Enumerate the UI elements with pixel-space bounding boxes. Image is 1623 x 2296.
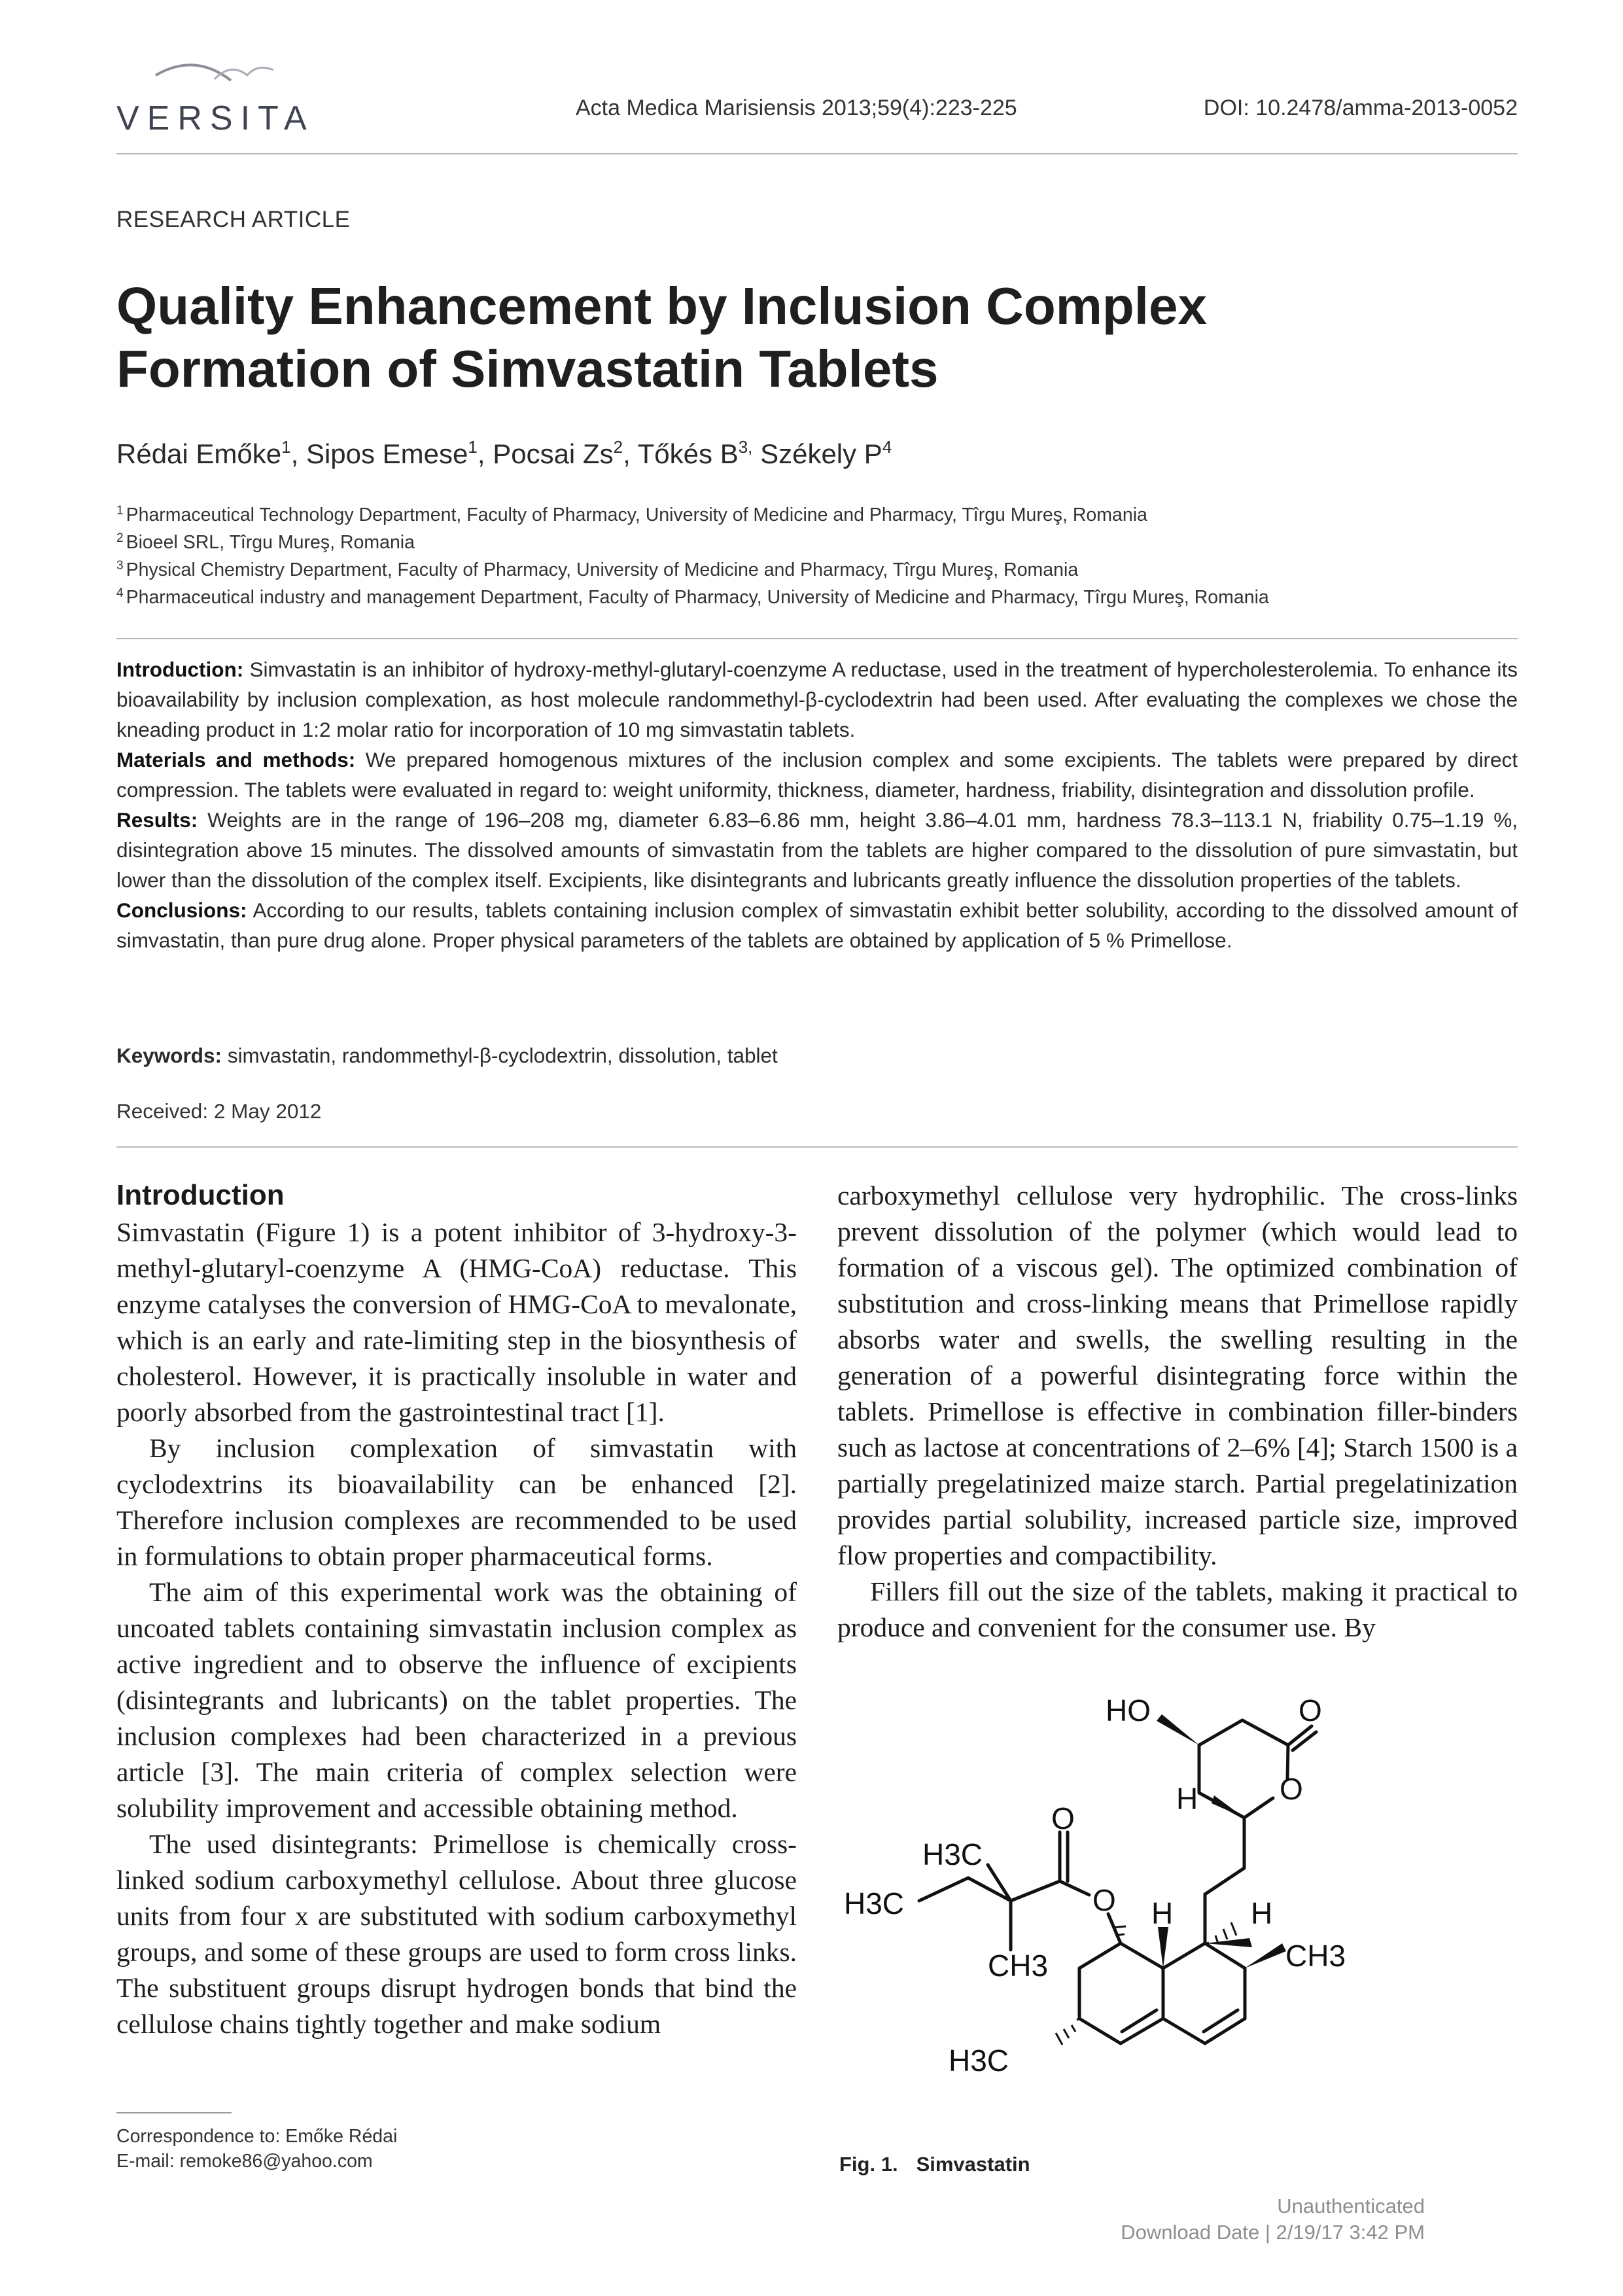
author: Rédai Emőke$^1$,: [116, 437, 306, 469]
watermark-line: Download Date | 2/19/17 3:42 PM: [1121, 2221, 1425, 2244]
versita-logo: [116, 56, 315, 141]
abstract-conclusions: Conclusions: According to our results, tablets containing inclusion complex of simvastatin exhibit better solubility, according to the dissolved amount of simvastatin, than pure drug alone. Proper physical parameters of the tablets are obtained by application of 5 % Primellose.: [116, 898, 1518, 952]
atom-label-h-mid: H: [1151, 1896, 1174, 1930]
logo-swoosh-icon: [116, 56, 306, 101]
correspondence-name: Correspondence to: Emőke Rédai: [116, 2126, 398, 2147]
correspondence: [116, 2124, 397, 2174]
abstract-introduction: Introduction: Simvastatin is an inhibitor of hydroxy-methyl-glutaryl-coenzyme A reductase, used in the treatment of hypercholesterolemia. To enhance its bioavailability by inclusion complexation, as host molecule randommethyl-β-cyclodextrin had been used. After evaluating the complexes we chose the kneading product in 1:2 molar ratio for incorporation of 10 mg simvastatin tablets.: [116, 658, 1518, 741]
atom-label-lactone-o: O: [1299, 1693, 1322, 1727]
body-left-column: [116, 1178, 797, 2042]
logo-text: VERSITA: [116, 99, 315, 137]
body-paragraph: carboxymethyl cellulose very hydrophilic. The cross-links prevent dissolution of the polymer (which would lead to formation of a viscous gel). The optimized combination of substitution and cross-linking means that Primellose rapidly absorbs water and swells, the swelling resulting in the generation of a powerful disintegrating force within the tablets. Primellose is effective in combination filler-binders such as lactose at concentrations of 2–6% [4]; Starch 1500 is a partially pregelatinized maize starch. Partial pregelatinization provides partial solubility, increased particle size, improved flow properties and compactibility.: [837, 1180, 1518, 1570]
body-paragraph: By inclusion complexation of simvastatin with cyclodextrins its bioavailability can be enhanced [2]. Therefore inclusion complexes are recommended to be used in formulations to obtain proper pharmaceutical forms.: [116, 1433, 797, 1571]
atom-label-ch3-mid: CH3: [988, 1949, 1049, 1983]
atom-label-ester-o: O: [1092, 1883, 1116, 1917]
download-watermark: [1121, 2193, 1425, 2246]
received-date: Received: 2 May 2012: [116, 1099, 322, 1123]
doi: DOI: 10.2478/amma-2013-0052: [1203, 96, 1518, 120]
author: Tőkés $B^{3,}$: [637, 437, 753, 469]
atom-label-ho: HO: [1106, 1693, 1151, 1727]
simvastatin-structure-figure: [837, 1669, 1518, 2140]
atom-label-ester-carbonyl-o: O: [1051, 1801, 1075, 1835]
figure-caption: Fig. 1. Simvastatin: [839, 2153, 1030, 2176]
author-list: [116, 438, 892, 470]
atom-label-ring-o: O: [1280, 1772, 1303, 1806]
body-paragraph: The used disintegrants: Primellose is chemically cross-linked sodium carboxymethyl cellulose. About three glucose units from four x are substituted with sodium carboxymethyl groups, and some of these groups are used to form cross links. The substituent groups disrupt hydrogen bonds that bind the cellulose chains tightly together and make sodium: [116, 1829, 797, 2039]
header-divider: [116, 153, 1518, 154]
abstract-bottom-divider: [116, 1146, 1518, 1148]
keywords: Keywords: simvastatin, randommethyl-β-cyclodextrin, dissolution, tablet: [116, 1044, 778, 1067]
abstract: [116, 654, 1518, 955]
affiliation: $^1$ Pharmaceutical Technology Department, Faculty of Pharmacy, University of Medicine and Pharmacy, Tîrgu Mureş, Romania: [116, 504, 1147, 525]
atom-label-h3c-bottom: H3C: [949, 2043, 1009, 2077]
abstract-top-divider: [116, 638, 1518, 639]
body-right-column: [837, 1178, 1518, 1646]
atom-label-ch3-right: CH3: [1285, 1939, 1346, 1973]
body-paragraph: Fillers fill out the size of the tablets, making it practical to produce and convenient for the consumer use. By: [837, 1576, 1518, 1642]
affiliation: $^2$ Bioeel SRL, Tîrgu Mureş, Romania: [116, 531, 415, 553]
affiliation-list: [116, 501, 1518, 611]
atom-label-h3c-top: H3C: [922, 1837, 983, 1871]
article-title: Quality Enhancement by Inclusion Complex Formation of Simvastatin Tablets: [116, 277, 1207, 398]
body-paragraph: Simvastatin (Figure 1) is a potent inhibitor of 3-hydroxy-3-methyl-glutaryl-coenzyme A (HMG-CoA) reductase. This enzyme catalyses the conversion of HMG-CoA to mevalonate, which is an early and rate-limiting step in the biosynthesis of cholesterol. However, it is practically insoluble in water and poorly absorbed from the gastrointestinal tract [1].: [116, 1217, 797, 1427]
author: Sipos Emese$^1$,: [305, 437, 493, 469]
correspondence-email: E-mail: remoke86@yahoo.com: [116, 2151, 373, 2172]
abstract-methods: Materials and methods: We prepared homogenous mixtures of the inclusion complex and some excipients. The tablets were prepared by direct compression. The tablets were evaluated in regard to: weight uniformity, thickness, diameter, hardness, friability, disintegration and dissolution profile.: [116, 748, 1518, 802]
author: Székely $P^4$: [760, 437, 892, 469]
atom-label-h3c-left: H3C: [844, 1886, 905, 1920]
affiliation: $^4$ Pharmaceutical industry and management Department, Faculty of Pharmacy, University of Medicine and Pharmacy, Tîrgu Mureş, Romania: [116, 586, 1269, 608]
affiliation: $^3$ Physical Chemistry Department, Faculty of Pharmacy, University of Medicine and Pharmacy, Tîrgu Mureş, Romania: [116, 559, 1079, 580]
abstract-results: Results: Weights are in the range of 196–208 mg, diameter 6.83–6.86 mm, height 3.86–4.01 mm, hardness 78.3–113.1 N, friability 0.75–1.19 %, disintegration above 15 minutes. The dissolved amounts of simvastatin from the tablets are higher compared to the dissolution of pure simvastatin, but lower than the dissolution of the complex itself. Excipients, like disintegrants and lubricants greatly influence the dissolution properties of the tablets.: [116, 808, 1518, 892]
atom-label-h-right: H: [1251, 1896, 1273, 1930]
article-type: RESEARCH ARTICLE: [116, 207, 351, 232]
section-heading-introduction: Introduction: [116, 1179, 285, 1211]
journal-citation: Acta Medica Marisiensis 2013;59(4):223-225: [576, 96, 1017, 120]
footnote-divider: [116, 2112, 232, 2113]
body-paragraph: The aim of this experimental work was the obtaining of uncoated tablets containing simvastatin inclusion complex as active ingredient and to observe the influence of excipients (disintegrants and lubricants) on the tablet properties. The inclusion complexes had been characterized in a previous article [3]. The main criteria of complex selection were solubility improvement and accessible obtaining method.: [116, 1577, 797, 1823]
atom-label-h-lactone: H: [1176, 1782, 1198, 1816]
author: Pocsai Zs$^2$,: [493, 437, 638, 469]
watermark-line: Unauthenticated: [1277, 2195, 1425, 2217]
